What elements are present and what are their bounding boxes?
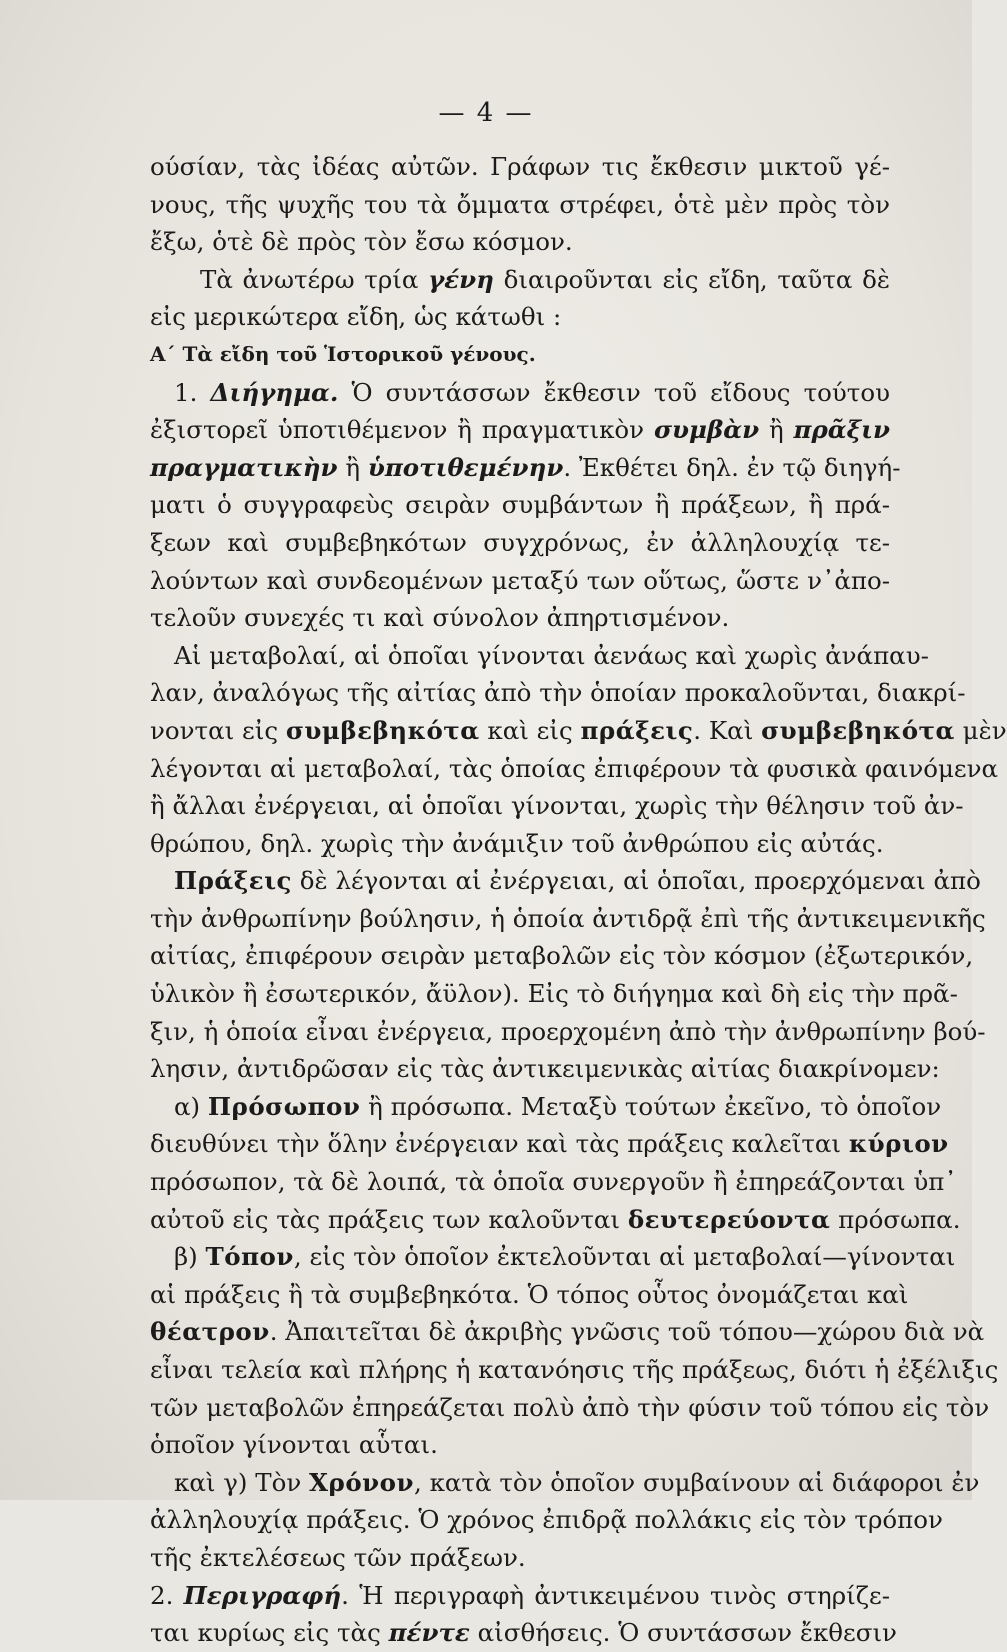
text-line: α) Πρόσωπον ἢ πρόσωπα. Μεταξὺ τούτων ἐκεῖνο, τὸ ὁποῖον: [174, 1091, 942, 1121]
text-line: τὴν ἀνθρωπίνην βούλησιν, ἡ ὁποία ἀντιδρᾷ ἐπὶ τῆς ἀντικειμενικῆς: [150, 903, 986, 933]
text-line: αἰτίας, ἐπιφέρουν σειρὰν μεταβολῶν εἰς τὸν κόσμον (ἐξωτερικόν,: [150, 941, 974, 971]
text-line: ται κυρίως εἰς τὰς πέντε αἰσθήσεις. Ὁ συντάσσων ἔκθεσιν: [150, 1618, 897, 1648]
text-line: εἶναι τελεία καὶ πλήρης ἡ κατανόησις τῆς πράξεως, διότι ἡ ἐξέλιξις: [150, 1355, 999, 1384]
text-line: Τὰ ἀνωτέρω τρία γένη διαιροῦνται εἰς εἴδη, ταῦτα δὲ: [200, 264, 890, 294]
text-line: τῶν μεταβολῶν ἐπηρεάζεται πολὺ ἀπὸ τὴν φύσιν τοῦ τόπου εἰς τὸν: [150, 1392, 990, 1422]
text-line: ὑλικὸν ἢ ἐσωτερικόν, ἄϋλον). Εἰς τὸ διήγημα καὶ δὴ εἰς τὴν πρᾶ-: [150, 979, 958, 1009]
text-line: καὶ γ) Τὸν Χρόνον, κατὰ τὸν ὁποῖον συμβαίνουν αἱ διάφοροι ἐν: [174, 1467, 980, 1497]
text-line: διευθύνει τὴν ὅλην ἐνέργειαν καὶ τὰς πράξεις καλεῖται κύριον: [150, 1129, 949, 1159]
text-line: ἐξιστορεῖ ὑποτιθέμενον ἢ πραγματικὸν συμβὰν ἢ πρᾶξιν: [150, 415, 890, 445]
text-line: ξιν, ἡ ὁποία εἶναι ἐνέργεια, προερχομένη ἀπὸ τὴν ἀνθρωπίνην βού-: [150, 1016, 986, 1046]
text-line: λαν, ἀναλόγως τῆς αἰτίας ἀπὸ τὴν ὁποίαν προκαλοῦνται, διακρί-: [150, 678, 966, 708]
text-line: πρόσωπον, τὰ δὲ λοιπά, τὰ ὁποῖα συνεργοῦν ἢ ἐπηρεάζονται ὑπ᾿: [150, 1167, 957, 1197]
text-line: Α΄ Τὰ εἴδη τοῦ Ἱστορικοῦ γένους.: [150, 341, 536, 366]
text-line: ἢ ἄλλαι ἐνέργειαι, αἱ ὁποῖαι γίνονται, χωρὶς τὴν θέλησιν τοῦ ἀν-: [150, 791, 964, 821]
text-line: τῆς ἐκτελέσεως τῶν πράξεων.: [150, 1542, 526, 1572]
text-line: αὐτοῦ εἰς τὰς πράξεις των καλοῦνται δευτερεύοντα πρόσωπα.: [150, 1204, 961, 1234]
text-line: πραγματικὴν ἢ ὑποτιθεμένην. Ἐκθέτει δηλ. ἐν τῷ διηγή-: [150, 452, 901, 482]
text-line: εἰς μερικώτερα εἴδη, ὡς κάτωθι :: [150, 302, 562, 332]
text-line: Πράξεις δὲ λέγονται αἱ ἐνέργειαι, αἱ ὁποῖαι, προερχόμεναι ἀπὸ: [174, 866, 981, 896]
text-line: ματι ὁ συγγραφεὺς σειρὰν συμβάντων ἢ πράξεων, ἢ πρά-: [150, 490, 890, 520]
page-number: — 4 —: [438, 98, 534, 128]
text-line: ὁποῖον γίνονται αὗται.: [150, 1430, 438, 1460]
text-line: αἱ πράξεις ἢ τὰ συμβεβηκότα. Ὁ τόπος οὗτος ὀνομάζεται καὶ: [150, 1279, 909, 1309]
text-line: ξεων καὶ συμβεβηκότων συγχρόνως, ἐν ἀλληλουχίᾳ τε-: [150, 527, 890, 557]
text-line: θρώπου, δηλ. χωρὶς τὴν ἀνάμιξιν τοῦ ἀνθρώπου εἰς αὐτάς.: [150, 828, 884, 858]
text-line: τελοῦν συνεχές τι καὶ σύνολον ἀπηρτισμένον.: [150, 603, 730, 633]
text-line: νονται εἰς συμβεβηκότα καὶ εἰς πράξεις. Καὶ συμβεβηκότα μὲν: [150, 715, 1007, 745]
body-text: [150, 148, 1007, 1652]
text-line: ἔξω, ὁτὲ δὲ πρὸς τὸν ἔσω κόσμον.: [150, 227, 573, 257]
text-line: ἀλληλουχίᾳ πράξεις. Ὁ χρόνος ἐπιδρᾷ πολλάκις εἰς τὸν τρόπον: [150, 1505, 943, 1535]
text-line: Αἱ μεταβολαί, αἱ ὁποῖαι γίνονται ἀενάως καὶ χωρὶς ἀνάπαυ-: [174, 640, 929, 670]
text-line: λούντων καὶ συνδεομένων μεταξύ των οὕτως, ὥστε ν᾿ἀπο-: [150, 565, 890, 595]
text-line: ούσίαν, τὰς ἰδέας αὐτῶν. Γράφων τις ἔκθεσιν μικτοῦ γέ-: [150, 152, 890, 181]
text-line: λησιν, ἀντιδρῶσαν εἰς τὰς ἀντικειμενικὰς αἰτίας διακρίνομεν:: [150, 1054, 940, 1084]
text-line: θέατρον. Ἀπαιτεῖται δὲ ἀκριβὴς γνῶσις τοῦ τόπου—χώρου διὰ νὰ: [150, 1317, 985, 1347]
text-line: 2. Περιγραφή. Ἡ περιγραφὴ ἀντικειμένου τινὸς στηρίζε-: [150, 1580, 890, 1610]
text-line: νους, τῆς ψυχῆς του τὰ ὄμματα στρέφει, ὁτὲ μὲν πρὸς τὸν: [150, 189, 890, 219]
text-line: β) Τόπον, εἰς τὸν ὁποῖον ἐκτελοῦνται αἱ μεταβολαί—γίνονται: [174, 1242, 956, 1272]
text-line: 1. Διήγημα. Ὁ συντάσσων ἔκθεσιν τοῦ εἴδους τούτου: [174, 377, 890, 407]
text-line: λέγονται αἱ μεταβολαί, τὰς ὁποίας ἐπιφέρουν τὰ φυσικὰ φαινόμενα: [150, 753, 999, 783]
